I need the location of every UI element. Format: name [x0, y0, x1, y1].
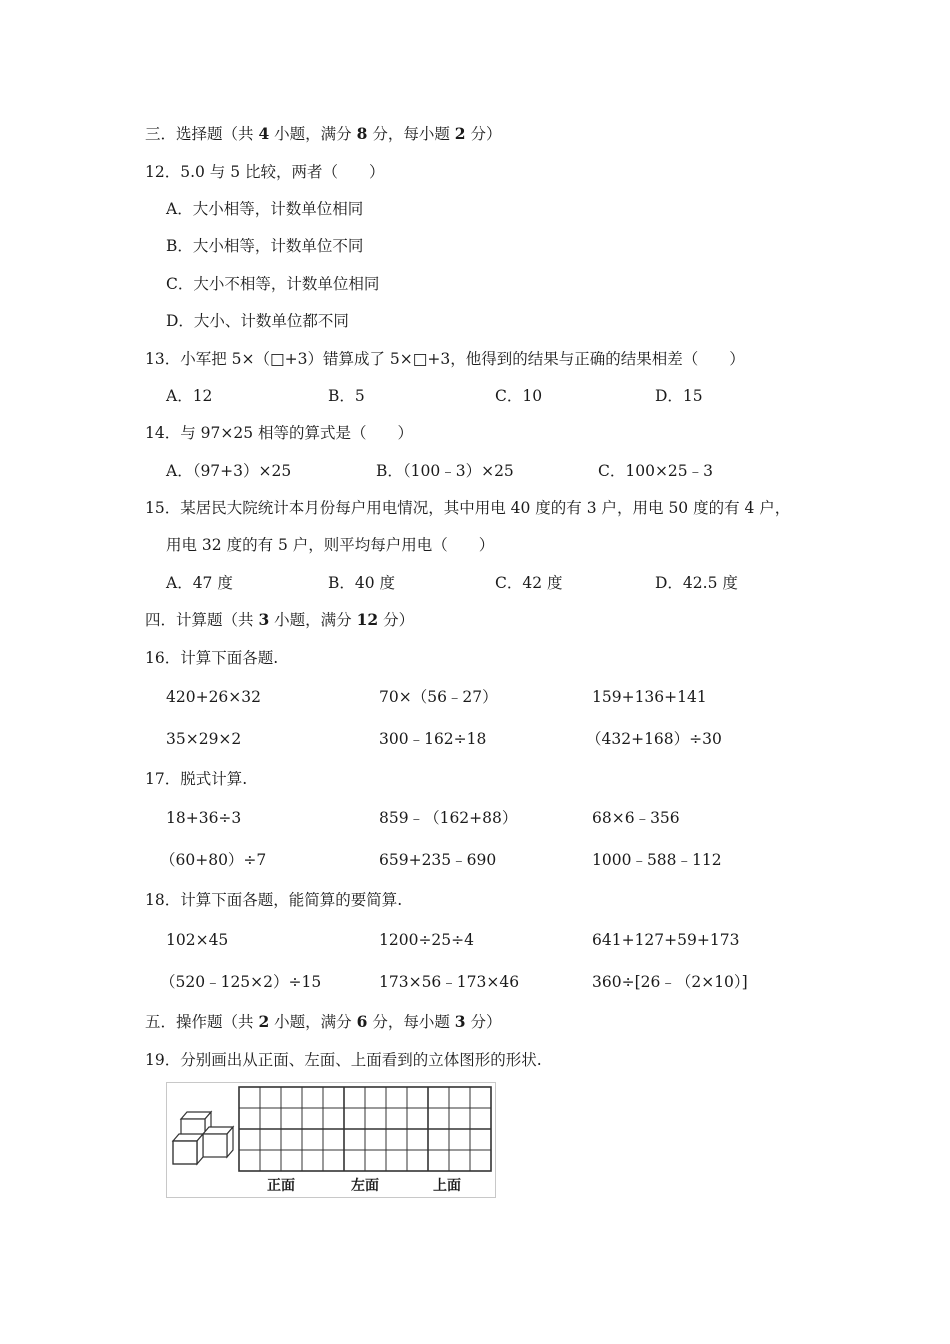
section-3-header [145, 124, 501, 144]
expression: 420+26×32 [166, 688, 262, 706]
expression: 159+136+141 [592, 688, 707, 706]
drawing-grid [239, 1087, 491, 1171]
front-view-label: 正面 [267, 1178, 295, 1194]
top-view-label: 上面 [433, 1178, 461, 1194]
question-12-option-d: D．大小、计数单位都不同 [166, 312, 349, 330]
question-15-stem-line-2: 用电 32 度的有 5 户，则平均每户用电（ ） [166, 536, 495, 554]
question-count: 2 [258, 1012, 270, 1031]
expression: 1000﹣588﹣112 [592, 851, 722, 869]
question-13-option-d: D．15 [655, 387, 703, 405]
question-14-option-a: A．（97+3）×25 [166, 462, 292, 480]
question-19-stem: 19．分别画出从正面、左面、上面看到的立体图形的形状. [145, 1051, 542, 1069]
section-header-text: 分） [378, 611, 415, 629]
expression: 173×56﹣173×46 [379, 973, 520, 991]
expression: （520﹣125×2）÷15 [160, 973, 322, 991]
per-question-score: 2 [454, 124, 466, 143]
question-18-stem: 18．计算下面各题，能简算的要简算. [145, 891, 403, 909]
total-score: 6 [356, 1012, 368, 1031]
expression: 859﹣（162+88） [379, 809, 518, 827]
section-header-text: 三．选择题（共 [145, 125, 259, 143]
question-13-option-a: A．12 [166, 387, 213, 405]
expression: 360÷[26﹣（2×10）] [592, 973, 748, 991]
question-14-option-b: B．（100﹣3）×25 [376, 462, 514, 480]
section-header-text: 分，每小题 [367, 1013, 455, 1031]
cube-stack-icon [173, 1112, 233, 1164]
section-header-text: 分，每小题 [367, 125, 455, 143]
question-15-option-c: C．42 度 [495, 574, 563, 592]
question-12-option-a: A．大小相等，计数单位相同 [166, 200, 364, 218]
question-12-option-b: B．大小相等，计数单位不同 [166, 237, 364, 255]
expression: 70×（56﹣27） [379, 688, 498, 706]
question-13-option-c: C．10 [495, 387, 543, 405]
expression: 68×6﹣356 [592, 809, 680, 827]
question-12-stem: 12．5.0 与 5 比较，两者（ ） [145, 163, 385, 181]
expression: （432+168）÷30 [586, 730, 722, 748]
expression: 659+235﹣690 [379, 851, 497, 869]
expression: 102×45 [166, 931, 229, 949]
section-header-text: 小题，满分 [269, 611, 357, 629]
question-15-option-a: A．47 度 [166, 574, 233, 592]
section-header-text: 五．操作题（共 [145, 1013, 259, 1031]
total-score: 8 [356, 124, 368, 143]
question-17-stem: 17．脱式计算. [145, 770, 248, 788]
section-header-text: 分） [465, 1013, 502, 1031]
question-15-option-d: D．42.5 度 [655, 574, 738, 592]
expression: 35×29×2 [166, 730, 242, 748]
question-count: 4 [258, 124, 270, 143]
question-15-option-b: B．40 度 [328, 574, 396, 592]
question-15-stem-line-1: 15．某居民大院统计本月份每户用电情况，其中用电 40 度的有 3 户，用电 50 度的有 4 户， [145, 499, 791, 517]
question-13-option-b: B．5 [328, 387, 365, 405]
expression: 641+127+59+173 [592, 931, 740, 949]
total-score: 12 [356, 610, 379, 629]
question-16-stem: 16．计算下面各题. [145, 649, 279, 667]
per-question-score: 3 [454, 1012, 466, 1031]
expression: 18+36÷3 [166, 809, 242, 827]
section-5-header [145, 1012, 501, 1032]
left-view-label: 左面 [351, 1178, 379, 1194]
section-header-text: 小题，满分 [269, 125, 357, 143]
question-13-stem: 13．小军把 5×（□+3）错算成了 5×□+3，他得到的结果与正确的结果相差（ ） [145, 350, 745, 368]
expression: 300﹣162÷18 [379, 730, 487, 748]
question-14-option-c: C．100×25﹣3 [598, 462, 714, 480]
expression: （60+80）÷7 [160, 851, 267, 869]
question-14-stem: 14．与 97×25 相等的算式是（ ） [145, 424, 414, 442]
section-header-text: 小题，满分 [269, 1013, 357, 1031]
section-header-text: 分） [465, 125, 502, 143]
question-12-option-c: C．大小不相等，计数单位相同 [166, 275, 380, 293]
expression: 1200÷25÷4 [379, 931, 475, 949]
three-view-figure [166, 1082, 496, 1198]
section-4-header [145, 610, 414, 630]
section-header-text: 四．计算题（共 [145, 611, 259, 629]
question-count: 3 [258, 610, 270, 629]
